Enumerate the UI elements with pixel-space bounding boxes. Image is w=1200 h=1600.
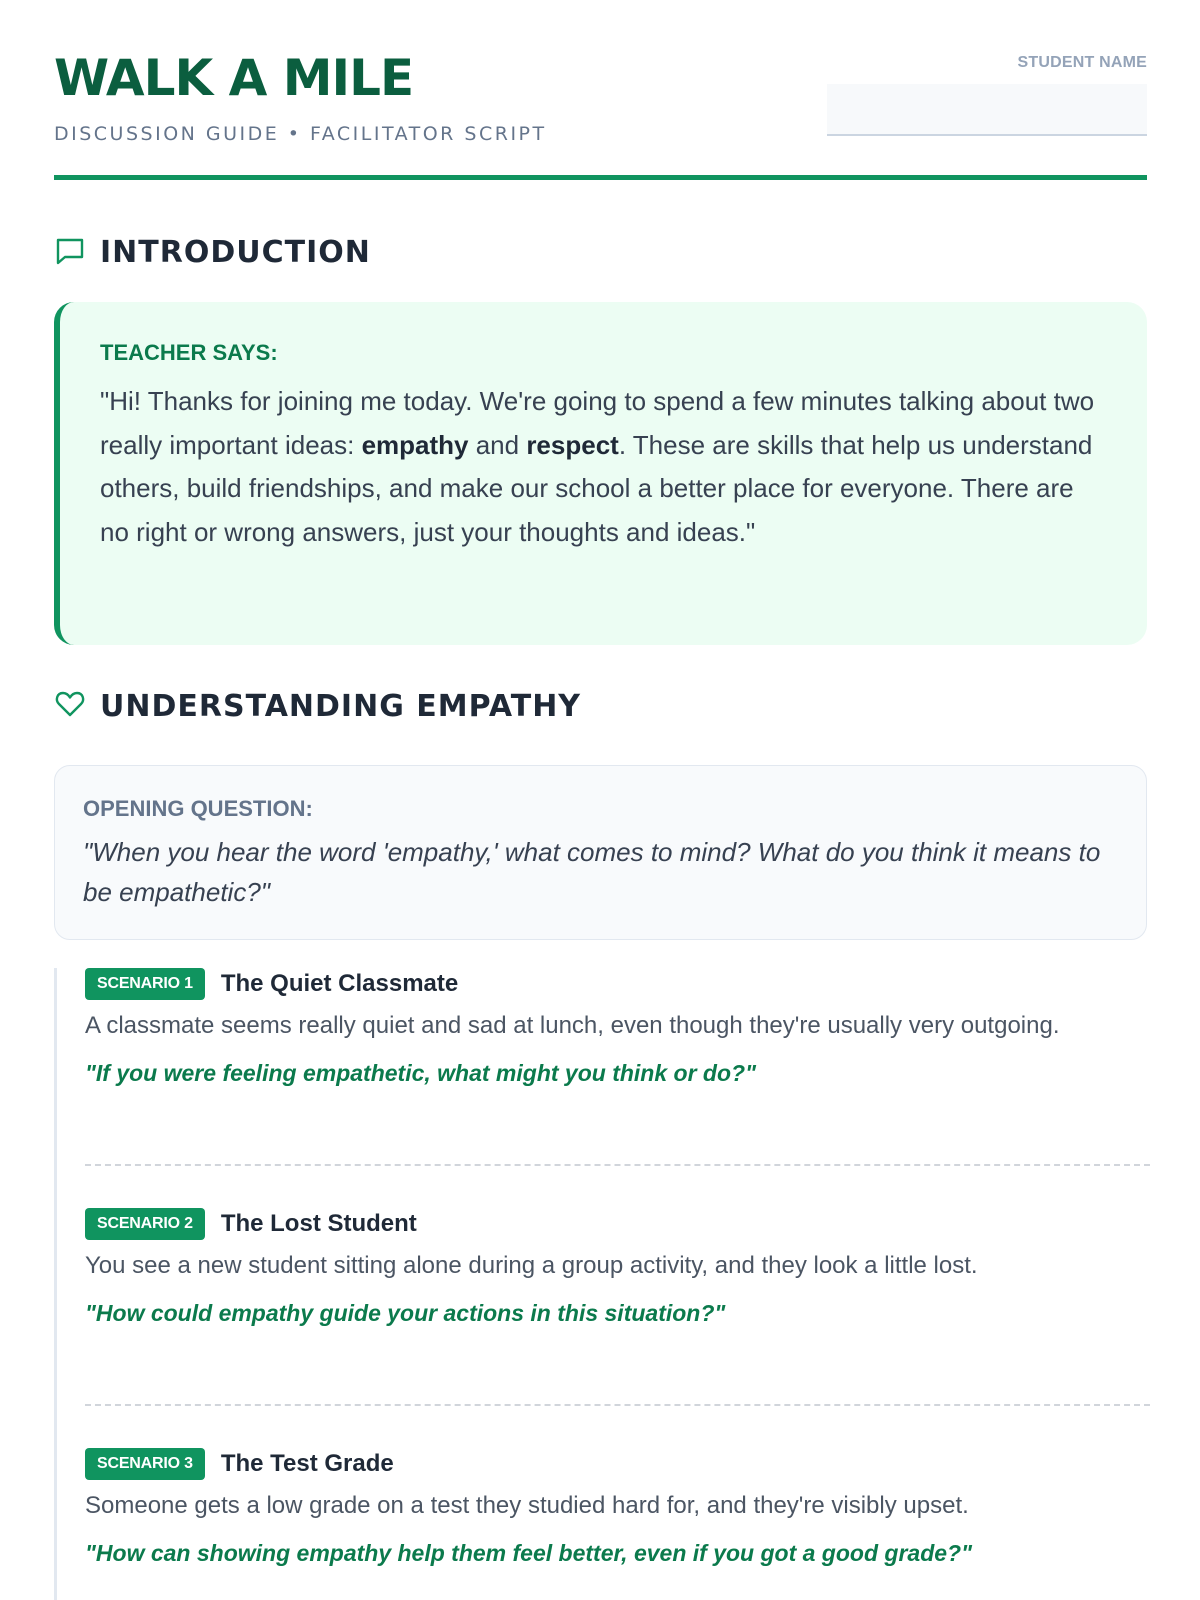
opening-question-label: OPENING QUESTION: bbox=[83, 796, 313, 821]
page-title: WALK A MILE bbox=[54, 49, 414, 107]
scenario-description: You see a new student sitting alone during a group activity, and they look a little lost. bbox=[85, 1252, 978, 1279]
scenario-card bbox=[85, 1208, 1150, 1327]
intro-text-middle: and bbox=[468, 429, 527, 460]
scenario-card bbox=[85, 1448, 1150, 1567]
scenario-description: A classmate seems really quiet and sad at lunch, even though they're usually very outgoing. bbox=[85, 1012, 1060, 1039]
scenario-header bbox=[85, 1448, 1150, 1480]
intro-keyword-respect: respect bbox=[526, 429, 619, 460]
worksheet-page bbox=[54, 0, 1147, 1600]
scenario-header bbox=[85, 1208, 1150, 1240]
intro-text-start: "Hi! Thanks for joining me today. We're going to spend a few minutes talking about two really important ideas: bbox=[100, 386, 1095, 460]
intro-text-end: . These are skills that help us understand others, build friendships, and make our school a better place for everyone. There are no right or wrong answers, just your thoughts and ideas." bbox=[100, 429, 1093, 547]
scenario-header bbox=[85, 968, 1150, 1000]
scenario-divider bbox=[85, 1164, 1150, 1166]
scenario-description: Someone gets a low grade on a test they studied hard for, and they're visibly upset. bbox=[85, 1492, 969, 1519]
student-name-input[interactable] bbox=[827, 84, 1147, 136]
chat-bubble-icon bbox=[54, 234, 100, 271]
student-name-label: STUDENT NAME bbox=[1017, 54, 1147, 71]
scenario-divider bbox=[85, 1404, 1150, 1406]
scenario-badge: SCENARIO 3 bbox=[85, 1448, 205, 1480]
scenario-badge: SCENARIO 1 bbox=[85, 968, 205, 1000]
heart-icon bbox=[54, 688, 100, 725]
introduction-title: INTRODUCTION bbox=[100, 235, 371, 270]
opening-question-text: "When you hear the word 'empathy,' what comes to mind? What do you think it means to be empathetic?" bbox=[83, 837, 1101, 907]
scenario-card bbox=[85, 968, 1150, 1087]
scenario-title: The Quiet Classmate bbox=[220, 970, 459, 997]
scenario-badge: SCENARIO 2 bbox=[85, 1208, 205, 1240]
introduction-heading bbox=[54, 234, 371, 271]
empathy-title: UNDERSTANDING EMPATHY bbox=[100, 689, 582, 724]
page-header bbox=[54, 0, 1147, 182]
scenario-prompt: "If you were feeling empathetic, what might you think or do?" bbox=[85, 1060, 756, 1086]
student-name-group bbox=[827, 54, 1147, 136]
page-subtitle: DISCUSSION GUIDE • FACILITATOR SCRIPT bbox=[54, 123, 547, 145]
teacher-says-label: TEACHER SAYS: bbox=[100, 340, 278, 365]
header-divider bbox=[54, 175, 1147, 180]
scenario-prompt: "How could empathy guide your actions in this situation?" bbox=[85, 1300, 726, 1326]
scenario-list bbox=[54, 968, 1147, 1600]
teacher-says-box bbox=[54, 302, 1147, 645]
opening-question-box bbox=[54, 765, 1147, 940]
scenario-title: The Lost Student bbox=[220, 1210, 417, 1237]
intro-keyword-empathy: empathy bbox=[361, 429, 469, 460]
scenario-prompt: "How can showing empathy help them feel better, even if you got a good grade?" bbox=[85, 1540, 972, 1566]
empathy-heading bbox=[54, 688, 581, 725]
teacher-script-text bbox=[100, 380, 1107, 554]
scenario-title: The Test Grade bbox=[220, 1450, 394, 1477]
